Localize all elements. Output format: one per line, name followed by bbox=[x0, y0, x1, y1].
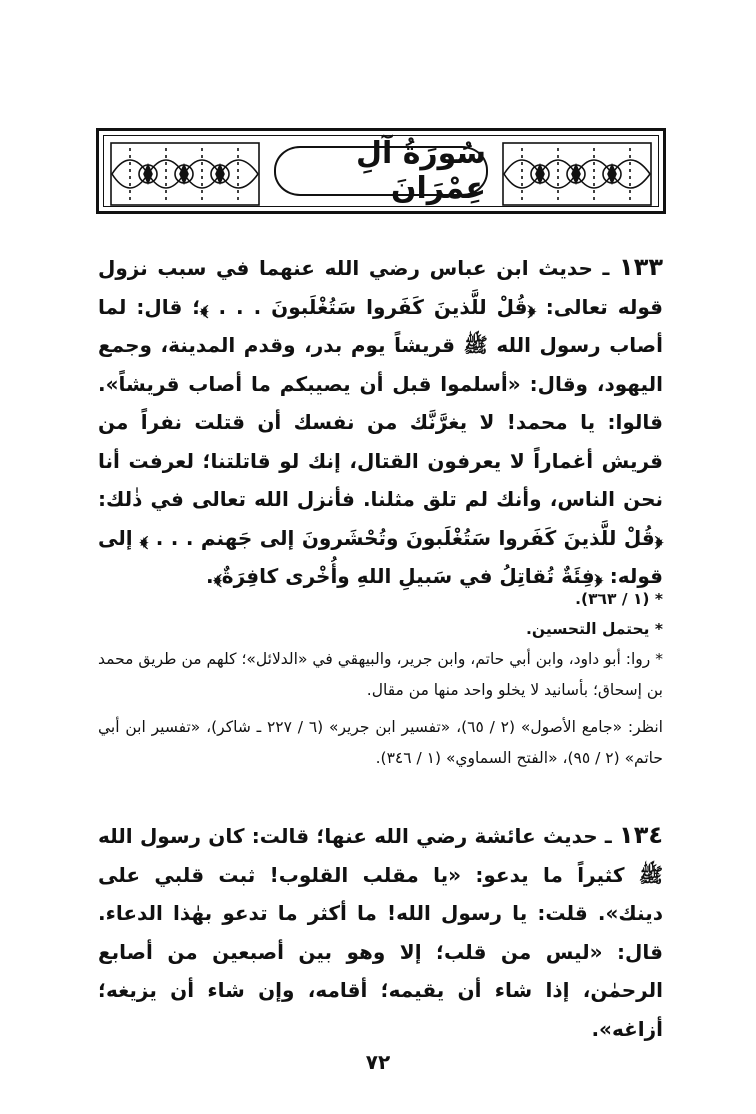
surah-header-banner bbox=[96, 128, 666, 214]
arabesque-left-ornament bbox=[110, 142, 260, 206]
hadith-134 bbox=[98, 816, 663, 1048]
note-narrators: * روا: أبو داود، وابن أبي حاتم، وابن جرير، والبيهقي في «الدلائل»؛ كلهم من طريق محمد بن إسحاق؛ بأسانيد لا يخلو واحد منها من مقال. bbox=[98, 650, 663, 699]
note-grade: * يحتمل التحسين. bbox=[525, 620, 663, 638]
hadith-133-notes bbox=[98, 584, 663, 774]
banner-inner-frame bbox=[103, 135, 659, 207]
hadith-133-paragraph bbox=[98, 248, 663, 596]
hadith-text: ـ حديث عائشة رضي الله عنها؛ قالت: كان رسول الله ﷺ كثيراً ما يدعو: «يا مقلب القلوب! ثبت قلبي على دينك». قلت: يا رسول الله! ما أكثر ما تدعو بهٰذا الدعاء. قال: «ليس من قلب؛ إلا وهو بين أصبعين من أصابع الرحمٰن، إذا شاء أن يقيمه؛ أقامه، وإن شاء أن يزيغه؛ أزاغه». bbox=[98, 824, 663, 1041]
hadith-number: ١٣٤ bbox=[619, 821, 663, 849]
arabesque-right-ornament bbox=[502, 142, 652, 206]
hadith-number: ١٣٣ bbox=[619, 253, 663, 281]
page-number: ٧٢ bbox=[365, 1050, 391, 1074]
surah-title: سُورَةُ آلِ عِمْرَانَ bbox=[355, 136, 486, 206]
hadith-134-paragraph bbox=[98, 816, 663, 1048]
note-see-also: انظر: «جامع الأصول» (٢ / ٦٥)، «تفسير ابن جرير» (٦ / ٢٢٧ ـ شاكر)، «تفسير ابن أبي حاتم» (٢ / ٩٥)، «الفتح السماوي» (١ / ٣٤٦). bbox=[98, 718, 663, 767]
hadith-133 bbox=[98, 248, 663, 596]
surah-title-cartouche bbox=[274, 136, 488, 206]
hadith-text: ـ حديث ابن عباس رضي الله عنهما في سبب نزول قوله تعالى: ﴿قُلْ للَّذينَ كَفَروا سَتُغْلَبونَ . . . ﴾؛ قال: لما أصاب رسول الله ﷺ قريشاً يوم بدر، وقدم المدينة، وجمع اليهود، وقال: «أسلموا قبل أن يصيبكم ما أصاب قريشاً». قالوا: يا محمد! لا يغرَّنَّك من نفسك أن قتلت نفراً من قريش أغماراً لا يعرفون القتال، إنك لو قاتلتنا؛ لعرفت أنا نحن الناس، وأنك لم تلق مثلنا. فأنزل الله تعالى في ذٰلك: ﴿قُلْ للَّذينَ كَفَروا سَتُغْلَبونَ وتُحْشَرونَ إلى جَهنم . . . ﴾ إلى قوله: ﴿فِئَةٌ تُقاتِلُ في سَبيلِ اللهِ وأُخْرى كافِرَةٌ﴾. bbox=[98, 256, 663, 588]
note-reference: * (١ / ٣٦٣). bbox=[575, 590, 663, 608]
